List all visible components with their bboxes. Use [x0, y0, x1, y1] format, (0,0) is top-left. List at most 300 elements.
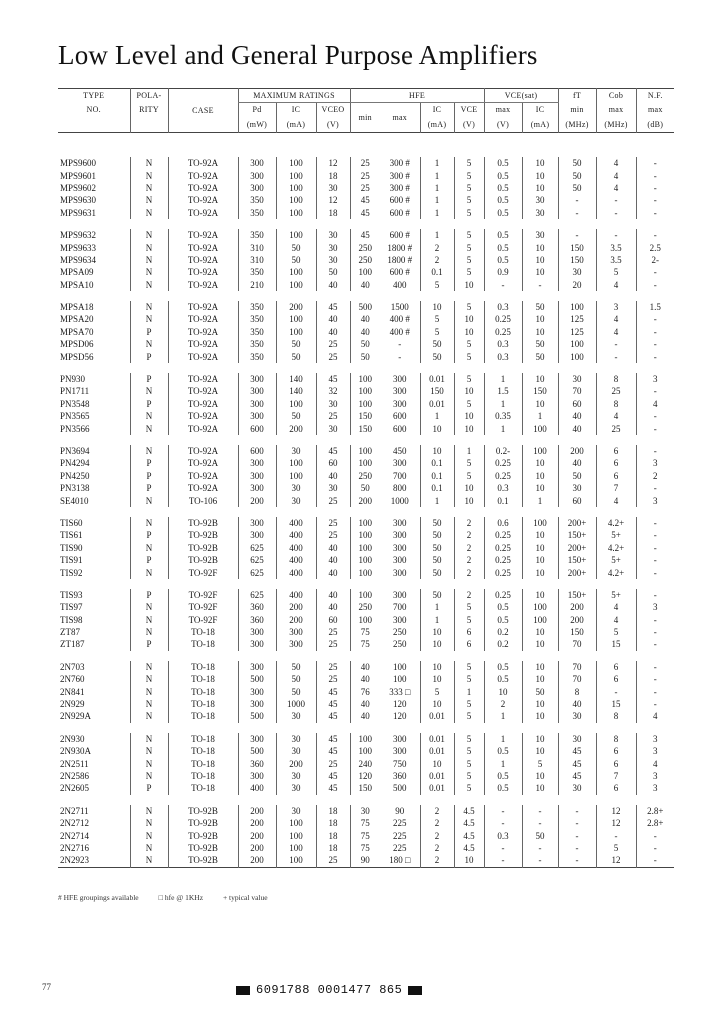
table-cell: 4	[596, 614, 636, 626]
table-row	[58, 326, 674, 338]
table-cell: 45	[316, 698, 350, 710]
table-cell: 10	[454, 422, 484, 434]
table-cell: 4.5	[454, 805, 484, 817]
table-cell: 2	[454, 589, 484, 601]
table-cell: N	[130, 157, 168, 169]
table-cell: TIS93	[60, 589, 83, 600]
table-cell: 0.5	[484, 241, 522, 253]
table-cell: 5	[454, 241, 484, 253]
table-cell: 30	[558, 482, 596, 494]
table-cell: 10	[420, 422, 454, 434]
table-cell: 5	[420, 685, 454, 697]
table-cell: 10	[522, 661, 558, 673]
table-cell: 0.5	[484, 614, 522, 626]
table-row	[58, 373, 674, 385]
table-cell: 1	[420, 614, 454, 626]
table-cell: 2	[420, 241, 454, 253]
table-cell: 8	[596, 373, 636, 385]
table-cell: 45	[316, 782, 350, 794]
table-cell: N	[130, 385, 168, 397]
table-cell: TO-92A	[168, 279, 238, 291]
table-cell: 100	[276, 266, 316, 278]
table-cell: 310	[238, 241, 276, 253]
table-row	[58, 194, 674, 206]
table-cell: N	[130, 422, 168, 434]
table-cell: 100	[350, 529, 380, 541]
table-cell: 200	[238, 805, 276, 817]
table-cell: 300	[276, 638, 316, 650]
table-cell: TO-18	[168, 745, 238, 757]
table-cell: 400	[276, 589, 316, 601]
table-cell: 12	[316, 194, 350, 206]
table-cell: 60	[558, 494, 596, 506]
table-cell: 8	[596, 733, 636, 745]
table-cell: N	[130, 854, 168, 867]
table-cell: 150	[522, 385, 558, 397]
table-cell: 1	[484, 422, 522, 434]
table-cell: 5	[454, 770, 484, 782]
table-cell: -	[636, 542, 674, 554]
table-cell: 350	[238, 266, 276, 278]
table-cell: N	[130, 601, 168, 613]
table-cell: 100	[276, 470, 316, 482]
table-cell: -	[636, 698, 674, 710]
table-cell: 300	[238, 457, 276, 469]
col-type-header-2: NO.	[86, 104, 101, 114]
table-cell: 10	[454, 313, 484, 325]
table-cell: 1	[522, 494, 558, 506]
table-cell: 25	[316, 757, 350, 769]
table-cell: 1	[522, 410, 558, 422]
table-cell: 12	[596, 805, 636, 817]
table-cell: 2	[454, 542, 484, 554]
table-cell: -	[484, 817, 522, 829]
table-cell: 180 □	[389, 855, 411, 866]
table-cell: 400	[276, 566, 316, 578]
table-cell: -	[636, 482, 674, 494]
table-cell: 30	[276, 782, 316, 794]
table-cell: 100	[350, 398, 380, 410]
table-cell: 200	[276, 757, 316, 769]
table-cell: 0.25	[484, 313, 522, 325]
table-cell: 50	[420, 589, 454, 601]
table-cell: 0.25	[484, 589, 522, 601]
table-cell: 300	[393, 458, 407, 469]
table-cell: 300	[393, 555, 407, 566]
table-cell: -	[636, 685, 674, 697]
table-cell: 5	[454, 745, 484, 757]
table-cell: 5	[454, 338, 484, 350]
table-cell: -	[636, 445, 674, 457]
table-cell: 0.3	[484, 350, 522, 362]
table-cell: 3	[636, 494, 674, 506]
table-cell: 2	[420, 829, 454, 841]
table-cell: P	[130, 457, 168, 469]
table-cell: 250	[350, 601, 380, 613]
table-row	[58, 266, 674, 278]
table-cell: 500	[393, 783, 407, 794]
table-cell: TO-92B	[168, 817, 238, 829]
table-cell: 30	[558, 266, 596, 278]
vcesat-ic-unit: (mA)	[522, 116, 558, 133]
table-cell: N	[130, 301, 168, 313]
table-cell: 25	[316, 517, 350, 529]
table-row	[58, 685, 674, 697]
table-cell: 45	[350, 229, 380, 241]
table-cell: 300 #	[389, 182, 410, 193]
table-cell: 30	[276, 770, 316, 782]
table-cell: -	[636, 854, 674, 867]
table-cell: 3.5	[596, 241, 636, 253]
table-cell: -	[558, 229, 596, 241]
table-cell: TIS60	[60, 517, 83, 528]
max-ratings-header: MAXIMUM RATINGS	[238, 89, 350, 103]
table-row	[58, 229, 674, 241]
table-cell: 5	[454, 614, 484, 626]
table-cell: TO-92A	[168, 301, 238, 313]
table-cell: 5	[454, 194, 484, 206]
table-cell: -	[596, 829, 636, 841]
table-cell: 0.2-	[484, 445, 522, 457]
table-cell: 30	[276, 445, 316, 457]
table-cell: -	[398, 351, 402, 362]
table-cell: 40	[316, 589, 350, 601]
table-cell: TO-18	[168, 733, 238, 745]
hfe-header: HFE	[350, 89, 484, 103]
table-cell: 40	[316, 470, 350, 482]
group-spacer	[58, 795, 674, 805]
hfe-ic-unit: (mA)	[420, 116, 454, 133]
table-cell: 5	[454, 207, 484, 219]
table-cell: 5	[522, 757, 558, 769]
table-cell: 300	[238, 638, 276, 650]
table-cell: -	[636, 422, 674, 434]
table-cell: 300	[393, 517, 407, 528]
table-cell: 15	[596, 698, 636, 710]
table-cell: N	[130, 266, 168, 278]
table-cell: 450	[393, 446, 407, 456]
table-cell: 0.25	[484, 554, 522, 566]
table-cell: 45	[316, 710, 350, 722]
table-cell: -	[636, 350, 674, 362]
table-cell: 0.25	[484, 470, 522, 482]
table-cell: 500	[238, 673, 276, 685]
table-cell: TO-92A	[168, 326, 238, 338]
table-cell: 40	[350, 279, 380, 291]
table-cell: 10	[420, 626, 454, 638]
table-cell: 1	[420, 182, 454, 194]
table-cell: N	[130, 338, 168, 350]
table-cell: 100	[350, 445, 380, 457]
table-cell: N	[130, 805, 168, 817]
table-cell: 10	[522, 733, 558, 745]
table-cell: 30	[522, 229, 558, 241]
table-cell: 0.35	[484, 410, 522, 422]
table-cell: -	[636, 169, 674, 181]
table-cell: 4.2+	[596, 566, 636, 578]
table-cell: -	[636, 529, 674, 541]
table-cell: 625	[238, 566, 276, 578]
table-cell: 40	[350, 661, 380, 673]
table-cell: 360	[238, 757, 276, 769]
vcesat-max-header: max	[484, 103, 522, 117]
table-cell: N	[130, 194, 168, 206]
table-cell: 500	[350, 301, 380, 313]
page-number: 77	[42, 982, 51, 992]
table-cell: 300	[238, 169, 276, 181]
table-cell: -	[522, 854, 558, 867]
table-cell: -	[636, 566, 674, 578]
table-cell: 5	[454, 457, 484, 469]
ft-min-header: min	[558, 103, 596, 117]
table-cell: 50	[522, 350, 558, 362]
table-cell: 2N929	[60, 699, 85, 710]
table-row	[58, 517, 674, 529]
table-cell: 350	[238, 207, 276, 219]
table-cell: 1	[420, 169, 454, 181]
table-cell: -	[596, 229, 636, 241]
table-cell: 5	[420, 326, 454, 338]
table-cell: 700	[393, 470, 407, 481]
table-cell: 6	[596, 782, 636, 794]
table-cell: 45	[316, 733, 350, 745]
table-cell: 300	[238, 733, 276, 745]
table-cell: 25	[596, 385, 636, 397]
barcode	[236, 983, 422, 997]
ft-header: fT	[558, 89, 596, 103]
table-cell: 40	[316, 326, 350, 338]
table-cell: 25	[316, 338, 350, 350]
table-cell: 40	[558, 698, 596, 710]
table-cell: 4	[596, 601, 636, 613]
table-cell: -	[484, 279, 522, 291]
table-cell: 50	[558, 470, 596, 482]
table-cell: 30	[276, 482, 316, 494]
table-cell: 10	[522, 554, 558, 566]
page-title: Low Level and General Purpose Amplifiers	[58, 40, 538, 70]
table-cell: 2N703	[60, 661, 85, 672]
table-cell: 300	[393, 567, 407, 578]
legend-hfe-1khz: □ hfe @ 1KHz	[158, 893, 204, 902]
table-cell: 500	[238, 745, 276, 757]
table-cell: 0.5	[484, 673, 522, 685]
table-cell: 10	[420, 638, 454, 650]
table-cell: PN3548	[60, 398, 90, 409]
table-cell: 0.25	[484, 326, 522, 338]
table-cell: 50	[350, 350, 380, 362]
legend	[58, 893, 286, 902]
table-cell: 10	[522, 182, 558, 194]
ic-unit: (mA)	[276, 116, 316, 133]
table-cell: 250	[393, 627, 407, 638]
table-cell: TIS61	[60, 530, 83, 541]
group-spacer	[58, 219, 674, 229]
table-cell: 5+	[596, 554, 636, 566]
table-cell: 250	[350, 241, 380, 253]
table-cell: MPSA10	[60, 279, 94, 290]
table-cell: 2	[454, 529, 484, 541]
table-cell: 200	[238, 854, 276, 867]
table-cell: 0.1	[420, 482, 454, 494]
table-cell: 0.2	[484, 638, 522, 650]
table-cell: 1	[484, 398, 522, 410]
table-cell: 30	[316, 229, 350, 241]
table-cell: 5	[454, 266, 484, 278]
table-cell: 300	[238, 529, 276, 541]
table-cell: 300 #	[389, 158, 410, 169]
table-cell: 2N929A	[60, 711, 91, 722]
table-cell: 200	[558, 601, 596, 613]
vcesat-ic-header: IC	[522, 103, 558, 117]
table-cell: 360	[393, 770, 407, 781]
table-cell: P	[130, 529, 168, 541]
table-cell: 25	[596, 422, 636, 434]
table-cell: 4	[596, 410, 636, 422]
table-cell: 700	[393, 602, 407, 613]
table-cell: 1	[484, 710, 522, 722]
table-cell: P	[130, 638, 168, 650]
table-cell: 5	[454, 169, 484, 181]
table-cell: 300	[238, 398, 276, 410]
table-cell: N	[130, 169, 168, 181]
table-cell: 300	[238, 698, 276, 710]
table-cell: 10	[522, 313, 558, 325]
table-cell: 40	[350, 698, 380, 710]
table-cell: 7	[596, 770, 636, 782]
table-cell: 100	[276, 398, 316, 410]
table-cell: 300	[238, 470, 276, 482]
table-row	[58, 241, 674, 253]
table-cell: 100	[350, 614, 380, 626]
table-cell: 1	[454, 685, 484, 697]
table-cell: 100	[522, 422, 558, 434]
table-cell: 5+	[596, 529, 636, 541]
table-cell: 30	[522, 207, 558, 219]
table-cell: 300	[276, 626, 316, 638]
table-cell: 200	[276, 422, 316, 434]
table-cell: -	[636, 266, 674, 278]
cob-max-header: max	[596, 103, 636, 117]
table-cell: 12	[316, 157, 350, 169]
table-cell: 100	[558, 301, 596, 313]
table-cell: 0.01	[420, 745, 454, 757]
table-cell: TO-92B	[168, 542, 238, 554]
table-cell: 2	[420, 842, 454, 854]
table-cell: -	[636, 589, 674, 601]
table-cell: 5	[596, 842, 636, 854]
table-cell: 30	[276, 805, 316, 817]
table-cell: 2N841	[60, 686, 85, 697]
barcode-block-left	[236, 986, 250, 995]
table-cell: N	[130, 279, 168, 291]
table-cell: 350	[238, 229, 276, 241]
table-cell: 0.3	[484, 829, 522, 841]
table-cell: 2N2716	[60, 842, 89, 853]
table-cell: MPS9602	[60, 182, 97, 193]
table-cell: 10	[522, 266, 558, 278]
table-cell: 10	[454, 494, 484, 506]
table-cell: 10	[454, 482, 484, 494]
table-row	[58, 398, 674, 410]
table-cell: 6	[596, 757, 636, 769]
table-cell: 300	[393, 746, 407, 757]
table-cell: 50	[420, 529, 454, 541]
table-cell: 150	[350, 410, 380, 422]
hfe-ic-header: IC	[420, 103, 454, 117]
table-cell: 210	[238, 279, 276, 291]
table-cell: 1	[420, 194, 454, 206]
table-cell: 120	[350, 770, 380, 782]
table-cell: -	[596, 194, 636, 206]
table-cell: 40	[316, 554, 350, 566]
cob-header: Cob	[596, 89, 636, 103]
table-cell: P	[130, 589, 168, 601]
table-cell: 18	[316, 842, 350, 854]
table-cell: 5	[454, 229, 484, 241]
table-cell: 5	[454, 673, 484, 685]
table-cell: 10	[522, 698, 558, 710]
table-cell: 6	[596, 445, 636, 457]
table-cell: 0.5	[484, 661, 522, 673]
table-cell: 1800 #	[387, 242, 413, 253]
table-cell: 100	[522, 614, 558, 626]
table-cell: 5	[454, 698, 484, 710]
table-cell: TO-92A	[168, 254, 238, 266]
table-cell: TO-92A	[168, 207, 238, 219]
table-cell: 600 #	[389, 207, 410, 218]
table-row	[58, 770, 674, 782]
table-cell: PN1711	[60, 386, 90, 397]
table-cell: 50	[420, 554, 454, 566]
table-cell: 100	[558, 338, 596, 350]
table-cell: 300	[393, 733, 407, 744]
table-cell: 25	[316, 661, 350, 673]
table-cell: 10	[420, 301, 454, 313]
group-spacer	[58, 291, 674, 301]
table-cell: 100	[276, 279, 316, 291]
table-cell: N	[130, 829, 168, 841]
table-row	[58, 566, 674, 578]
table-cell: -	[558, 842, 596, 854]
table-cell: 0.5	[484, 745, 522, 757]
table-cell: 25	[316, 529, 350, 541]
table-cell: 10	[522, 782, 558, 794]
table-cell: 45	[350, 194, 380, 206]
nf-header: N.F.	[636, 89, 674, 103]
table-cell: 300	[238, 626, 276, 638]
table-cell: 45	[316, 745, 350, 757]
table-cell: 0.5	[484, 207, 522, 219]
table-cell: 300	[393, 530, 407, 541]
table-cell: 5	[454, 601, 484, 613]
table-cell: 4	[596, 313, 636, 325]
table-cell: 4	[596, 279, 636, 291]
table-cell: 350	[238, 326, 276, 338]
table-cell: 100	[276, 229, 316, 241]
table-cell: -	[636, 661, 674, 673]
table-cell: 1	[420, 410, 454, 422]
table-cell: 75	[350, 817, 380, 829]
table-cell: -	[636, 326, 674, 338]
table-cell: 250	[393, 639, 407, 650]
table-row	[58, 279, 674, 291]
table-cell: 150	[558, 241, 596, 253]
table-cell: TO-92B	[168, 829, 238, 841]
table-cell: 1800 #	[387, 254, 413, 265]
table-row	[58, 710, 674, 722]
table-cell: 100	[522, 601, 558, 613]
table-cell: 75	[350, 842, 380, 854]
